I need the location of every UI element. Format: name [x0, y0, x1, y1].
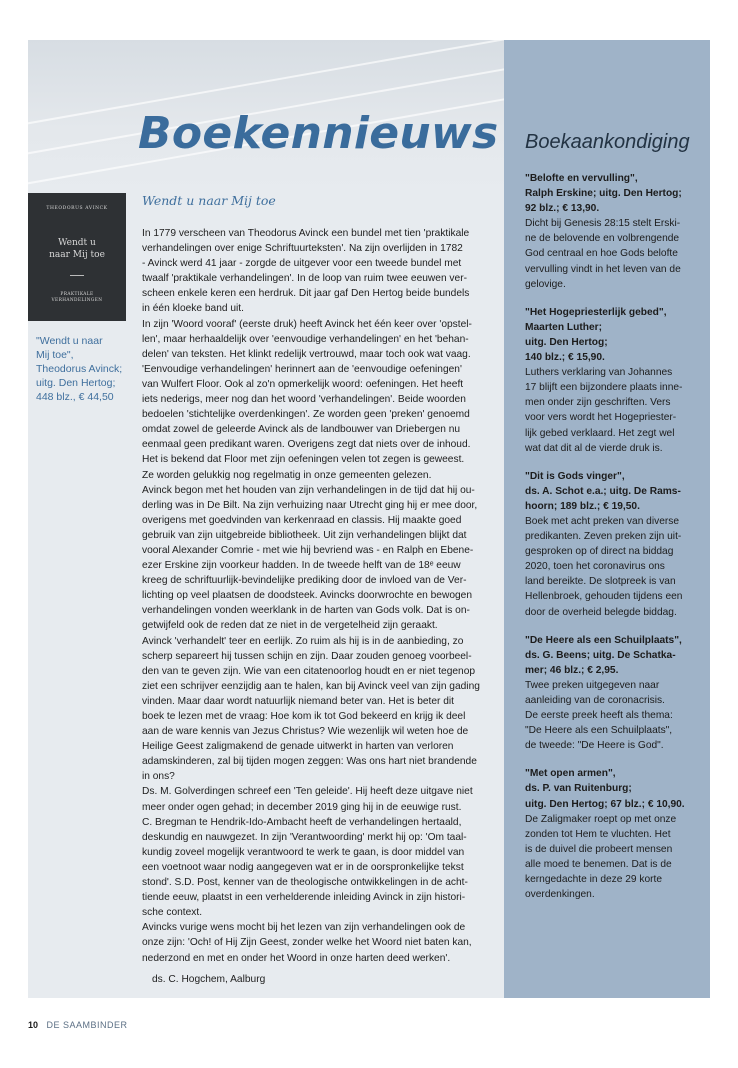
article-line: ezer Erskine zijn voorkeur hadden. In de tweede helft van de 18ᵉ eeuw: [142, 560, 461, 572]
book-caption: "Wendt u naar Mij toe", Theodorus Avinck; uitg. Den Hertog; 448 blz., € 44,50: [36, 335, 123, 403]
article-line: getwijfeld ook de reden dat ze niet in de vergetelheid zijn geraakt.: [142, 620, 438, 632]
announcement-heading-line: Ralph Erskine; uitg. Den Hertog;: [525, 188, 682, 200]
announcement-heading-line: "Belofte en vervulling",: [525, 173, 638, 184]
article-line: tiende eeuw, plaatst in een verhelderende inleiding Avinck in zijn histori-: [142, 892, 466, 904]
announcement-body-line: God centraal en hoe Gods belofte: [525, 248, 678, 260]
sidebar-title: Boekaankondiging: [525, 131, 690, 153]
announcement-body-line: kerngedachte in deze 29 korte: [525, 874, 663, 886]
article-line: deskundig en nauwgezet. In zijn 'Verantwoording' merkt hij op: 'Om taal-: [142, 831, 467, 843]
article-line: meer onder ogen gehad; in december 2019 ging hij in de eeuwige rust.: [142, 801, 462, 813]
announcement-body-line: aanleiding van de coronacrisis.: [525, 695, 665, 706]
article-line: len', maar herhaaldelijk over 'eenvoudige verhandelingen' en het 'behan-: [142, 333, 469, 345]
article-line: derling was in De Bilt. Na zijn verhuizing naar Utrecht ging hij er mee door,: [142, 499, 478, 511]
article-line: in ons?: [142, 771, 175, 783]
announcement-heading-line: 140 blz.; € 15,90.: [525, 352, 605, 364]
article-line: boek te lezen met de vraag: Hoe kom ik tot God bekeerd en krijg ik deel: [142, 711, 466, 722]
article-line: scherp separeert hij tussen schijn en zijn. Daar zouden genoeg voorbeel-: [142, 650, 472, 662]
announcement-heading-line: "Het Hogepriesterlijk gebed",: [525, 306, 667, 318]
announcement-body-line: zonden tot Hem te vluchten. Het: [525, 828, 671, 840]
announcement-body-line: alle moed te benemen. Dat is de: [525, 858, 672, 870]
article-line: verhandelingen vonden weerklank in de harten van Gods volk. Dat is on-: [142, 605, 470, 617]
announcement-body-line: Twee preken uitgegeven naar: [525, 679, 660, 691]
article-line: kundig zoveel mogelijk verantwoord te werk te gaan, is door middel van: [142, 846, 465, 858]
article-line: onze zijn: 'Och! of Hij Zijn Geest, zonder welke het Woord niet baten kan,: [142, 937, 472, 949]
announcement-heading-line: "De Heere als een Schuilplaats",: [525, 634, 682, 646]
article-line: vinden. Maar daar wordt natuurlijk niemand beter van. Het is beter dit: [142, 695, 455, 707]
article-line: ziet een schrijver eenzijdig aan te halen, kan bij Avinck veel van zijn gading: [142, 680, 480, 692]
article-subtitle: Wendt u naar Mij toe: [142, 193, 276, 208]
announcement-body-line: 17 blijft een bijzondere plaats inne-: [525, 382, 683, 394]
article-line: adamskinderen, zal bij tijden mogen zeggen: Was ons hart niet brandende: [142, 756, 477, 768]
book-cover-subtitle: PRAKTIKALE VERHANDELINGEN: [51, 292, 103, 303]
announcement-body-line: land bereikte. De slotpreek is van: [525, 576, 676, 588]
announcement-body-line: overdenkingen.: [525, 889, 595, 901]
article-line: Ds. M. Golverdingen schreef een 'Ten geleide'. Hij heeft deze uitgave niet: [142, 786, 473, 798]
article-line: - Avinck werd 41 jaar - zorgde de uitgever voor een tweede bundel met: [142, 258, 462, 270]
article-line: nederzond en met en onder het Woord in onze harten deed werken'.: [142, 952, 451, 964]
announcement-entry: [525, 171, 703, 292]
article-line: in één kloeke band uit.: [142, 303, 244, 315]
announcement-entry: [525, 305, 703, 456]
announcement-body-line: Boek met acht preken van diverse: [525, 515, 680, 527]
announcement-heading-line: uitg. Den Hertog;: [525, 336, 608, 348]
announcement-body-line: wat dat dit al de vierde druk is.: [525, 442, 663, 454]
announcement-heading-line: ds. G. Beens; uitg. De Schatka-: [525, 649, 676, 661]
announcement-body-line: Luthers verklaring van Johannes: [525, 367, 673, 379]
article-line: C. Bregman te Hendrik-Ido-Ambacht heeft de verhandelingen hertaald,: [142, 816, 462, 828]
book-cover: [28, 193, 126, 321]
article-line: Heilige Geest zaligmakend de genade uitwerkt in harten van verloren: [142, 741, 454, 753]
announcement-body-line: door de overheid belegde biddag.: [525, 606, 677, 618]
announcement-heading-line: Maarten Luther;: [525, 321, 602, 333]
announcement-body-line: men onder zijn geschriften. Vers: [525, 397, 671, 409]
announcement-heading-line: "Dit is Gods vinger",: [525, 470, 625, 482]
article-line: aan de ware kennis van Jezus Christus? Wie wezenlijk wil weten hoe de: [142, 726, 469, 738]
article-body: [142, 226, 498, 966]
article-line: Het is bekend dat Floor met zijn oefeningen velen tot zegen is geweest.: [142, 454, 465, 466]
announcement-body-line: De eerste preek heeft als thema:: [525, 710, 673, 722]
announcement-body-line: 2020, toen het coronavirus ons: [525, 561, 665, 573]
article-line: een voetnoot waar nodig aangegeven wat er in de oorspronkelijke tekst: [142, 861, 464, 873]
article-line: omdat zowel de geleerde Avinck als de landbouwer van Driebergen nu: [142, 424, 461, 436]
announcement-entry: [525, 469, 703, 620]
article-line: overigens met goedvinden van kerkenraad en classis. Hij maakte goed: [142, 514, 462, 526]
announcement-body-line: Hellenbroek, gehouden tijdens een: [525, 591, 683, 603]
article-line: lichting op veel plaatsen de doodsteek. Avincks doorwrochte en bewogen: [142, 590, 472, 602]
announcement-entry: [525, 633, 703, 754]
article-line: iets nederigs, meer nog dan het woord 'verhandelingen'. Beide woorden: [142, 394, 466, 406]
book-cover-author: THEODORUS AVINCK: [46, 206, 108, 211]
article-line: bedoelen 'stichtelijke overdenkingen'. Ze worden geen 'preken' genoemd: [142, 409, 470, 421]
announcement-body-line: gelovige.: [525, 278, 566, 290]
announcement-body-line: vervulling vindt in het leven van de: [525, 263, 681, 275]
article-line: Avinck begon met het houden van zijn verhandelingen in de tijd dat hij ou-: [142, 484, 475, 496]
article-line: sche context.: [142, 907, 203, 919]
book-cover-title: Wendt u naar Mij toe: [49, 238, 105, 260]
announcement-heading-line: ds. P. van Ruitenburg;: [525, 783, 632, 795]
announcement-heading-line: ds. A. Schot e.a.; uitg. De Rams-: [525, 485, 681, 497]
article-line: den van te geven zijn. Wie van een citatenoorlog houdt en er niet tegenop: [142, 665, 476, 677]
announcement-heading-line: 92 blz.; € 13,90.: [525, 203, 600, 215]
article-line: Ze worden gelukkig nog regelmatig in onze gemeenten gelezen.: [142, 469, 432, 481]
announcement-body-line: is de duivel die probeert mensen: [525, 843, 673, 855]
announcement-heading-line: "Met open armen",: [525, 768, 616, 780]
article-line: kreeg de schriftuurlijk-bevindelijke prediking door de invloed van de Ver-: [142, 575, 467, 587]
page-footer: [28, 1020, 128, 1030]
announcement-heading-line: mer; 46 blz.; € 2,95.: [525, 664, 619, 676]
announcement-body-line: lijk gebed verklaard. Het zegt wel: [525, 427, 675, 439]
announcement-body-line: De Zaligmaker roept op met onze: [525, 813, 677, 825]
article-line: In zijn 'Woord vooraf' (eerste druk) heeft Avinck het één keer over 'opstel-: [142, 318, 472, 330]
announcement-body-line: "De Heere als een Schuilplaats",: [525, 725, 673, 737]
article-line: verhandelingen over enige Schriftuurteksten'. Na zijn overlijden in 1782: [142, 243, 463, 255]
article-line: Avincks vurige wens mocht bij het lezen van zijn verhandelingen ook de: [142, 922, 466, 934]
announcement-body-line: gesproken op of direct na biddag: [525, 546, 674, 558]
article-line: vooral Alexander Comrie - met wie hij bevriend was - en Ralph en Ebene-: [142, 544, 474, 556]
article-line: twaalf 'praktikale verhandelingen'. In de loop van ruim twee eeuwen ver-: [142, 273, 467, 285]
announcement-list: [525, 171, 703, 915]
announcement-body-line: ne de belovende en volbrengende: [525, 233, 680, 245]
article-line: van Wulfert Floor. Ook al zo'n opmerkelijk woord: oefeningen. Het heeft: [142, 378, 464, 390]
announcement-heading-line: hoorn; 189 blz.; € 19,50.: [525, 500, 640, 512]
announcement-heading-line: uitg. Den Hertog; 67 blz.; € 10,90.: [525, 798, 685, 810]
article-line: delen' van teksten. Het klinkt redelijk vertrouwd, maar toch ook wat vaag.: [142, 348, 471, 360]
announcement-entry: [525, 766, 703, 902]
announcement-body-line: predikanten. Zeven preken zijn uit-: [525, 531, 682, 543]
article-line: eenmaal geen predikant waren. Overigens zegt dat niets over de inhoud.: [142, 439, 471, 451]
article-line: scheen enkele keren een herdruk. Dit jaar gaf Den Hertog beide bundels: [142, 288, 470, 300]
announcement-body-line: Dicht bij Genesis 28:15 stelt Erski-: [525, 218, 681, 230]
article-signature: ds. C. Hogchem, Aalburg: [152, 974, 266, 985]
book-cover-ornament: [70, 275, 84, 276]
page-number: 10: [28, 1020, 39, 1030]
magazine-name: DE SAAMBINDER: [46, 1020, 128, 1030]
article-line: gebruik van zijn uitgebreide bibliotheek. Uit zijn verhandelingen blijkt dat: [142, 529, 467, 541]
article-line: 'Eenvoudige verhandelingen' herinnert aan de 'eenvoudige oefeningen': [142, 363, 462, 375]
article-line: In 1779 verscheen van Theodorus Avinck een bundel met tien 'praktikale: [142, 228, 470, 239]
article-line: stond'. S.D. Post, kenner van de theologische ontwikkelingen in de acht-: [142, 877, 468, 889]
article-line: Avinck 'verhandelt' teer en eerlijk. Zo ruim als hij is in de aanbieding, zo: [142, 635, 464, 647]
announcement-body-line: de tweede: "De Heere is God".: [525, 740, 664, 752]
announcement-body-line: voor vers wordt het Hogepriester-: [525, 412, 677, 424]
page-title: Boekennieuws: [138, 108, 499, 159]
